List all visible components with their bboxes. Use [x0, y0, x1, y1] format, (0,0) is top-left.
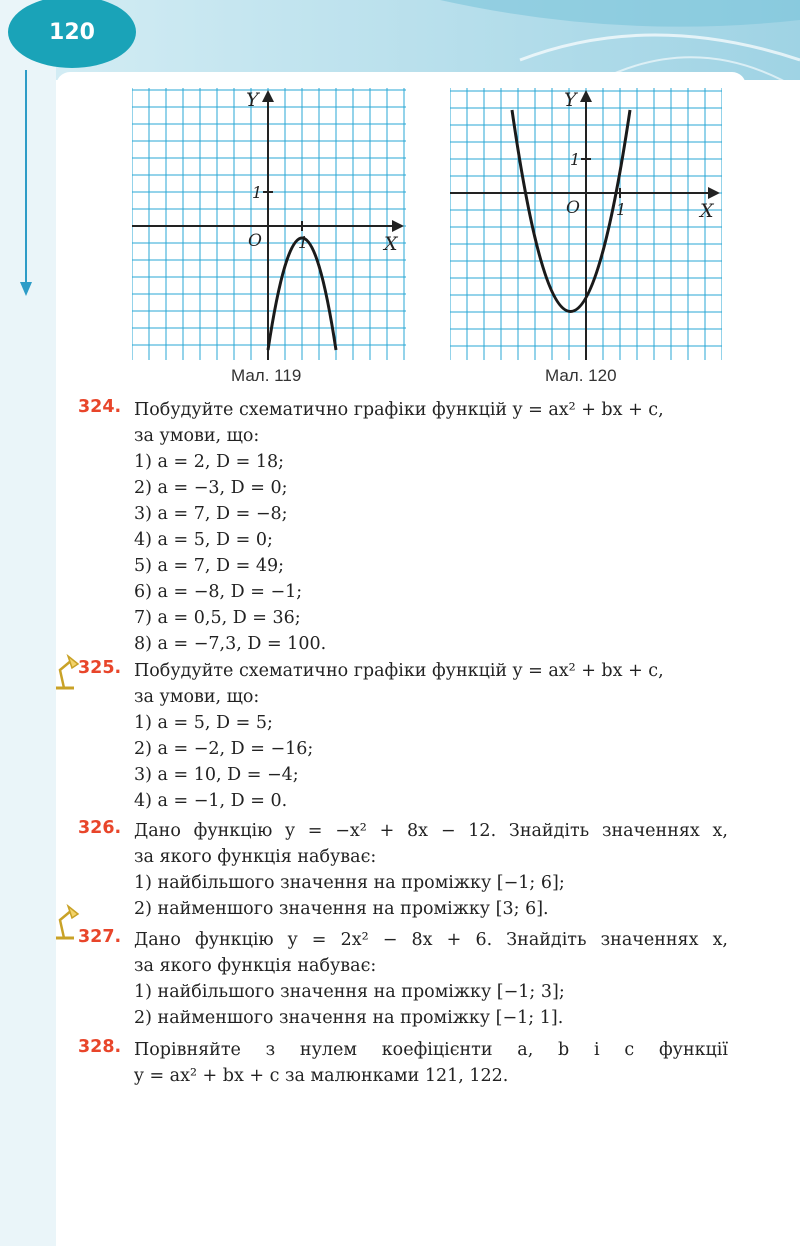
figure-119-caption: Мал. 119 [231, 366, 302, 385]
problem-line: 4) a = 5, D = 0; [134, 530, 273, 550]
figure-120-graph [450, 88, 722, 360]
problem-line: за якого функція набуває: [134, 956, 377, 976]
problem-number: 328. [78, 1037, 122, 1057]
y-axis-label: Y [564, 89, 577, 111]
x-tick-label: 1 [616, 200, 627, 219]
problem-line: 7) a = 0,5, D = 36; [134, 608, 301, 628]
problem-line: 1) найбільшого значення на проміжку [−1; 3]; [134, 982, 565, 1002]
problem-number: 326. [78, 818, 122, 838]
problem-line: 3) a = 7, D = −8; [134, 504, 288, 524]
problem-line: 5) a = 7, D = 49; [134, 556, 284, 576]
lamp-icon [50, 902, 80, 942]
problem-line: Побудуйте схематично графіки функцій y = ax² + bx + c, [134, 400, 664, 420]
origin-label: O [566, 198, 580, 218]
problem-line: 2) найменшого значення на проміжку [3; 6]. [134, 899, 549, 919]
problem-line: 8) a = −7,3, D = 100. [134, 634, 327, 654]
y-tick-label: 1 [570, 150, 581, 169]
x-axis-arrow [708, 187, 720, 199]
problem-328 [78, 1037, 728, 1089]
problem-line: Порівняйте з нулем коефіцієнти a, b і c функції [134, 1040, 728, 1060]
origin-label: O [248, 231, 262, 251]
problem-line: 4) a = −1, D = 0. [134, 791, 288, 811]
x-axis-label: X [700, 200, 714, 222]
figure-120-caption: Мал. 120 [545, 366, 617, 385]
problem-326 [78, 818, 728, 922]
problem-line: 1) a = 2, D = 18; [134, 452, 284, 472]
problem-number: 324. [78, 397, 122, 417]
problem-line: Дано функцію y = 2x² − 8x + 6. Знайдіть значеннях x, [134, 930, 728, 950]
problem-line: 3) a = 10, D = −4; [134, 765, 299, 785]
page-number: 120 [49, 20, 95, 45]
problem-line: 1) найбільшого значення на проміжку [−1; 6]; [134, 873, 565, 893]
y-axis-arrow [262, 90, 274, 102]
x-axis-label: X [384, 233, 398, 255]
lamp-icon [50, 652, 80, 692]
x-tick-label: 1 [298, 233, 309, 252]
problem-line: 2) a = −2, D = −16; [134, 739, 314, 759]
problem-line: Дано функцію y = −x² + 8x − 12. Знайдіть значеннях x, [134, 821, 728, 841]
problem-327 [78, 927, 728, 1031]
problem-324 [78, 397, 728, 657]
problem-line: за якого функція набуває: [134, 847, 377, 867]
problem-line: Побудуйте схематично графіки функцій y = ax² + bx + c, [134, 661, 664, 681]
problem-325 [78, 658, 728, 814]
x-axis-arrow [392, 220, 404, 232]
problem-line: за умови, що: [134, 687, 260, 707]
problem-line: 2) a = −3, D = 0; [134, 478, 288, 498]
problem-line: за умови, що: [134, 426, 260, 446]
left-margin-band [0, 0, 56, 1246]
problem-line: 1) a = 5, D = 5; [134, 713, 273, 733]
y-axis-arrow [580, 90, 592, 102]
figure-119-graph [132, 88, 406, 360]
problem-line: 6) a = −8, D = −1; [134, 582, 303, 602]
y-tick-label: 1 [252, 183, 263, 202]
y-axis-label: Y [246, 89, 259, 111]
problem-number: 327. [78, 927, 122, 947]
problem-line: 2) найменшого значення на проміжку [−1; 1]. [134, 1008, 564, 1028]
problem-number: 325. [78, 658, 122, 678]
problem-line: y = ax² + bx + c за малюнками 121, 122. [134, 1066, 509, 1086]
